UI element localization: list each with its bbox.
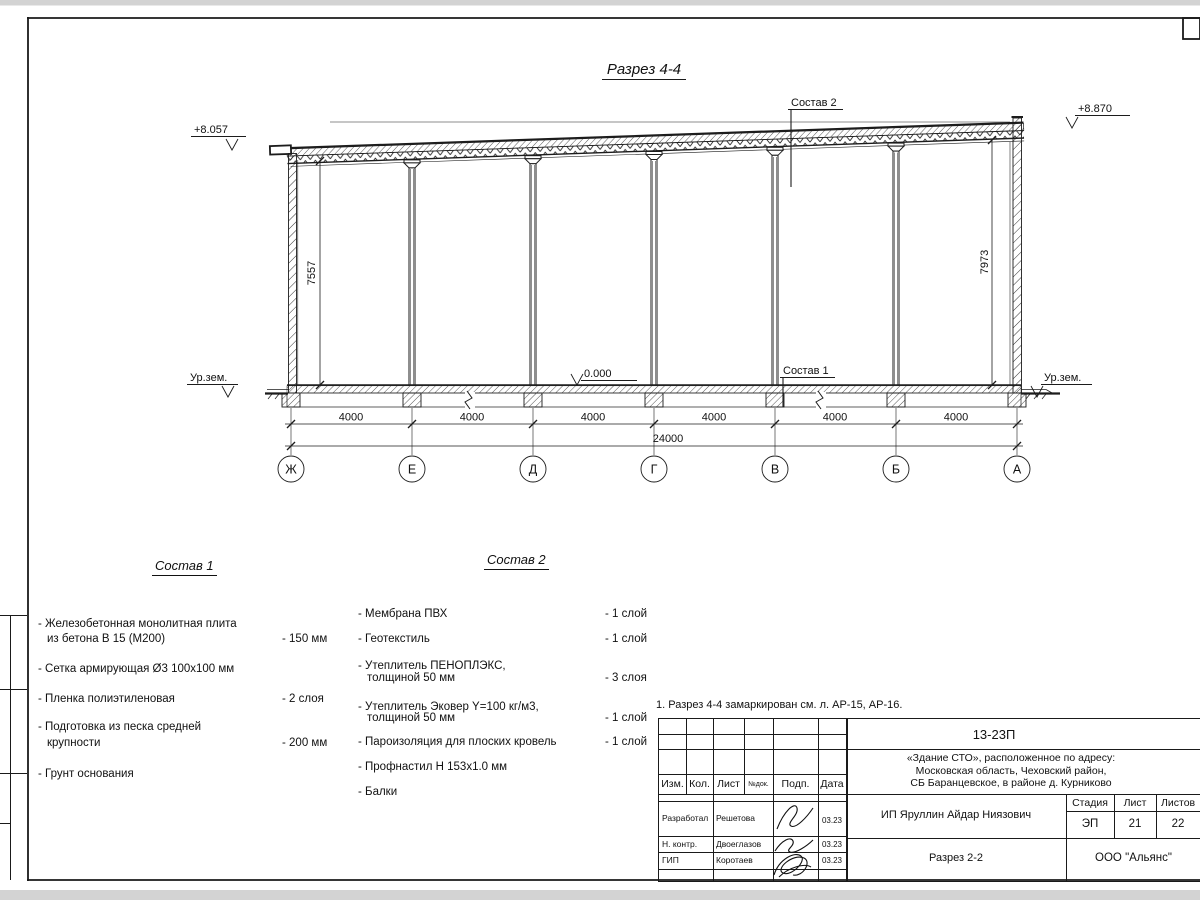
span-dim-label: 4000 xyxy=(943,411,969,424)
axis-label: Д xyxy=(528,462,538,477)
span-dim-label: 4000 xyxy=(459,411,485,424)
tb-header-kol: Кол. xyxy=(689,778,710,790)
elevation-right: +8.870 xyxy=(1078,103,1112,115)
tb-role: Разработал xyxy=(662,813,709,823)
material-line: - Мембрана ПВХ xyxy=(358,608,448,620)
tb-doc-number: 13-23П xyxy=(972,727,1016,742)
material-line: из бетона В 15 (М200) xyxy=(47,633,166,645)
drawing-title-text: Разрез 4-4 xyxy=(606,61,682,78)
material-value: - 2 слоя xyxy=(282,693,324,705)
tb-header-izm: Изм. xyxy=(661,778,684,790)
axis-label: Е xyxy=(407,462,417,477)
tb-date: 03.23 xyxy=(821,856,843,865)
material-value: - 1 слой xyxy=(605,633,648,645)
material-line: толщиной 50 мм xyxy=(367,712,456,724)
ground-level-right: Ур.зем. xyxy=(1044,372,1082,384)
material-value: - 150 мм xyxy=(282,633,328,645)
tb-role: ГИП xyxy=(662,855,679,865)
material-line: - Геотекстиль xyxy=(358,633,430,645)
callout-sostav2: Состав 2 xyxy=(791,97,837,109)
tb-sheets-value: 22 xyxy=(1171,818,1185,830)
axis-label: В xyxy=(770,462,780,477)
span-dim-label: 4000 xyxy=(338,411,364,424)
tb-stage-label: Стадия xyxy=(1072,797,1108,809)
tb-project-line: «Здание СТО», расположенное по адресу: xyxy=(906,752,1116,764)
sheet-note: 1. Разрез 4-4 замаркирован см. л. АР-15, АР-16. xyxy=(656,699,903,711)
tb-date: 03.23 xyxy=(821,840,843,849)
material-value: - 1 слой xyxy=(605,736,648,748)
span-dim-label: 4000 xyxy=(701,411,727,424)
material-line: - Профнастил Н 153х1.0 мм xyxy=(358,761,508,773)
sostav2-title: Состав 2 xyxy=(484,552,549,570)
tb-sheet-title: Разрез 2-2 xyxy=(928,852,983,864)
tb-stage-value: ЭП xyxy=(1081,818,1099,830)
material-line: - Утеплитель ПЕНОПЛЭКС, xyxy=(358,660,506,672)
sostav1-title: Состав 1 xyxy=(152,558,217,576)
tb-role: Н. контр. xyxy=(662,839,698,849)
material-value: - 1 слой xyxy=(605,712,648,724)
material-line: крупности xyxy=(47,737,101,749)
tb-sheet-label: Лист xyxy=(1123,797,1147,809)
span-dim-label: 4000 xyxy=(822,411,848,424)
tb-client: ИП Яруллин Айдар Ниязович xyxy=(880,809,1032,821)
axis-label: Ж xyxy=(285,462,297,477)
tb-company: ООО "Альянс" xyxy=(1095,852,1172,864)
tb-name: Коротаев xyxy=(716,855,753,865)
height-dim-left: 7557 xyxy=(306,260,318,286)
material-line: - Пароизоляция для плоских кровель xyxy=(358,736,557,748)
material-line: - Балки xyxy=(358,786,398,798)
signature-stroke xyxy=(774,855,811,877)
tb-project-line: СБ Баранцевское, в районе д. Курниково xyxy=(910,777,1112,789)
material-value: - 3 слоя xyxy=(605,672,647,684)
signatures xyxy=(769,795,824,883)
material-line: - Грунт основания xyxy=(38,768,134,780)
callout-sostav1: Состав 1 xyxy=(783,365,829,377)
span-dim-label: 4000 xyxy=(580,411,606,424)
tb-name: Двоеглазов xyxy=(716,839,762,849)
material-value: - 1 слой xyxy=(605,608,648,620)
signature-stroke xyxy=(777,806,813,829)
tb-header-list: Лист xyxy=(717,778,740,790)
tb-name: Решетова xyxy=(716,813,755,823)
tb-header-podp: Подп. xyxy=(781,778,810,790)
tb-project-line: Московская область, Чеховский район, xyxy=(915,764,1107,777)
tb-header-data: Дата xyxy=(820,778,844,790)
signature-stroke xyxy=(775,839,813,852)
total-dim-label: 24000 xyxy=(652,433,684,445)
axis-label: Б xyxy=(891,462,901,477)
material-line: - Пленка полиэтиленовая xyxy=(38,693,175,705)
material-line: - Подготовка из песка средней xyxy=(38,721,202,733)
axis-label: Г xyxy=(650,462,658,477)
material-line: - Железобетонная монолитная плита xyxy=(38,618,237,630)
material-line: - Утеплитель Эковер Y=100 кг/м3, xyxy=(358,701,539,713)
tb-header-ndoc: №док. xyxy=(748,781,769,788)
elevation-left: +8.057 xyxy=(194,124,228,136)
tb-sheets-label: Листов xyxy=(1161,797,1196,809)
tb-sheet-value: 21 xyxy=(1128,818,1142,830)
height-dim-right: 7973 xyxy=(979,249,991,275)
material-value: - 200 мм xyxy=(282,737,328,749)
material-line: - Сетка армирующая Ø3 100х100 мм xyxy=(38,663,235,675)
elevation-floor: 0.000 xyxy=(584,368,612,380)
tb-date: 03.23 xyxy=(821,816,843,825)
ground-level-left: Ур.зем. xyxy=(190,372,228,384)
axis-label: А xyxy=(1012,462,1022,477)
material-line: толщиной 50 мм xyxy=(367,672,456,684)
title-block xyxy=(658,718,1200,882)
